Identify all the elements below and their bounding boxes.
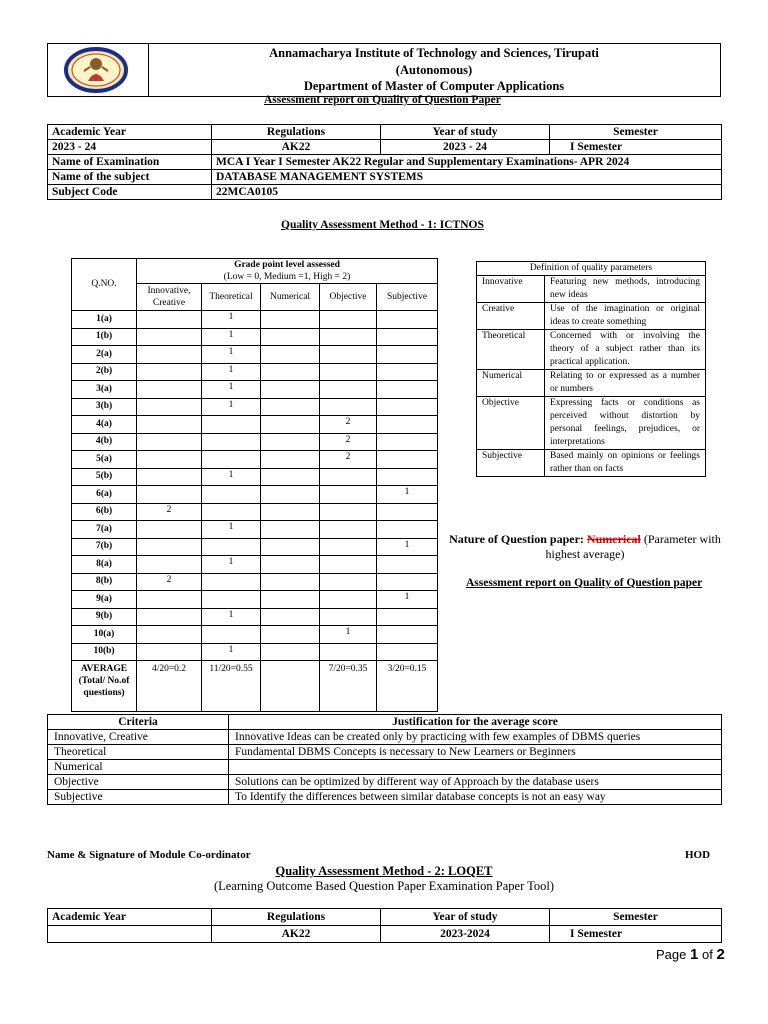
- grade-row: [72, 451, 438, 469]
- grade-cell: 1: [377, 538, 438, 556]
- definition-row: [477, 276, 706, 303]
- grade-cell: 1: [377, 591, 438, 609]
- grade-cell: [261, 643, 320, 661]
- definition-term: Numerical: [477, 370, 545, 397]
- grade-cell: [202, 451, 261, 469]
- grade-cell: [377, 328, 438, 346]
- subject-value: DATABASE MANAGEMENT SYSTEMS: [212, 170, 722, 185]
- grade-qno: 4(b): [72, 433, 137, 451]
- report2-title: Assessment report on Quality of Question paper: [466, 577, 703, 589]
- regulations-value-2: AK22: [212, 926, 381, 943]
- average-theoretical: 11/20=0.55: [202, 661, 261, 712]
- grade-qno: 6(a): [72, 486, 137, 504]
- average-subjective: 3/20=0.15: [377, 661, 438, 712]
- page-number: [656, 946, 725, 963]
- grade-cell: [137, 381, 202, 399]
- grade-cell: [261, 556, 320, 574]
- grade-cell: [137, 398, 202, 416]
- grade-cell: 1: [202, 643, 261, 661]
- grade-row: [72, 591, 438, 609]
- grade-cell: [320, 346, 377, 364]
- criteria-justification: Fundamental DBMS Concepts is necessary to New Learners or Beginners: [229, 745, 722, 760]
- report-title: Assessment report on Quality of Question Paper: [264, 94, 501, 106]
- grade-cell: 2: [320, 433, 377, 451]
- grade-cell: 1: [202, 346, 261, 364]
- grade-qno: 6(b): [72, 503, 137, 521]
- grade-cell: [261, 486, 320, 504]
- grade-cell: [320, 608, 377, 626]
- grade-cell: [320, 591, 377, 609]
- criteria-name: Theoretical: [48, 745, 229, 760]
- grade-cell: [377, 433, 438, 451]
- grade-cell: [320, 573, 377, 591]
- grade-cell: [261, 608, 320, 626]
- grade-row: [72, 433, 438, 451]
- grade-cell: 1: [202, 398, 261, 416]
- definition-term: Innovative: [477, 276, 545, 303]
- grade-cell: [261, 468, 320, 486]
- grade-cell: [320, 521, 377, 539]
- page-total: 2: [716, 946, 725, 963]
- definition-row: [477, 450, 706, 477]
- definition-term: Objective: [477, 397, 545, 450]
- grade-qno: 3(b): [72, 398, 137, 416]
- grade-cell: 1: [202, 521, 261, 539]
- semester-header-2: Semester: [550, 909, 722, 926]
- grade-row: [72, 521, 438, 539]
- grade-cell: [320, 486, 377, 504]
- grade-cell: 1: [202, 328, 261, 346]
- definition-text: Concerned with or involving the theory of a subject rather than its practical application.: [545, 330, 706, 370]
- grade-cell: [137, 626, 202, 644]
- grade-cell: [137, 468, 202, 486]
- info-table-2: [47, 908, 722, 943]
- definition-text: Use of the imagination or original ideas to create something: [545, 303, 706, 330]
- grade-cell: [377, 608, 438, 626]
- grade-qno: 7(b): [72, 538, 137, 556]
- grade-qno: 3(a): [72, 381, 137, 399]
- hod-signature-label: HOD: [685, 849, 711, 861]
- grade-cell: [377, 643, 438, 661]
- grade-cell: 1: [377, 486, 438, 504]
- grade-cell: [261, 328, 320, 346]
- grade-cell: [137, 328, 202, 346]
- grade-row: [72, 556, 438, 574]
- grade-cell: [202, 503, 261, 521]
- definition-row: [477, 303, 706, 330]
- exam-label: Name of Examination: [48, 155, 212, 170]
- criteria-justification: To Identify the differences between similar database concepts is not an easy way: [229, 790, 722, 805]
- criteria-row: [48, 760, 722, 775]
- grade-title: Grade point level assessed: [234, 260, 340, 270]
- nature-label: Nature of Question paper:: [449, 532, 584, 546]
- grade-row: [72, 538, 438, 556]
- col-numerical: Numerical: [261, 284, 320, 311]
- grade-qno: 5(a): [72, 451, 137, 469]
- grade-cell: 1: [202, 311, 261, 329]
- grade-qno: 4(a): [72, 416, 137, 434]
- grade-cell: [261, 398, 320, 416]
- grade-cell: [377, 363, 438, 381]
- grade-table: [71, 258, 438, 712]
- semester-value-2: I Semester: [550, 926, 722, 943]
- semester-header: Semester: [550, 125, 722, 140]
- grade-cell: [137, 643, 202, 661]
- grade-cell: [137, 433, 202, 451]
- grade-row: [72, 328, 438, 346]
- grade-cell: 2: [320, 416, 377, 434]
- criteria-table: [47, 714, 722, 805]
- grade-cell: [137, 521, 202, 539]
- definition-text: Relating to or expressed as a number or numbers: [545, 370, 706, 397]
- grade-cell: [320, 363, 377, 381]
- definition-text: Based mainly on opinions or feelings rather than on facts: [545, 450, 706, 477]
- code-value: 22MCA0105: [212, 185, 722, 200]
- grade-cell: [261, 626, 320, 644]
- criteria-name: Numerical: [48, 760, 229, 775]
- grade-cell: [202, 591, 261, 609]
- grade-row: [72, 573, 438, 591]
- col-innovative-creative: Innovative, Creative: [137, 284, 202, 311]
- academic-year-header-2: Academic Year: [48, 909, 212, 926]
- definition-term: Subjective: [477, 450, 545, 477]
- grade-cell: [137, 346, 202, 364]
- grade-cell: [377, 451, 438, 469]
- year-of-study-header-2: Year of study: [381, 909, 550, 926]
- criteria-row: [48, 775, 722, 790]
- grade-cell: [377, 346, 438, 364]
- grade-cell: [137, 416, 202, 434]
- grade-row: [72, 503, 438, 521]
- criteria-justification: [229, 760, 722, 775]
- grade-cell: [261, 363, 320, 381]
- grade-cell: [320, 503, 377, 521]
- grade-cell: 1: [202, 556, 261, 574]
- average-objective: 7/20=0.35: [320, 661, 377, 712]
- criteria-justification: Solutions can be optimized by different way of Approach by the database users: [229, 775, 722, 790]
- grade-cell: [261, 591, 320, 609]
- grade-cell: [320, 398, 377, 416]
- criteria-name: Subjective: [48, 790, 229, 805]
- grade-cell: [377, 381, 438, 399]
- col-subjective: Subjective: [377, 284, 438, 311]
- info-table: [47, 124, 722, 200]
- grade-qno: 7(a): [72, 521, 137, 539]
- grade-cell: [261, 346, 320, 364]
- grade-qno: 8(a): [72, 556, 137, 574]
- academic-year-value-2: [48, 926, 212, 943]
- grade-qno: 1(b): [72, 328, 137, 346]
- method2-title: Quality Assessment Method - 2: LOQET: [275, 864, 493, 878]
- grade-row: [72, 311, 438, 329]
- definition-term: Creative: [477, 303, 545, 330]
- average-innovative: 4/20=0.2: [137, 661, 202, 712]
- grade-cell: [202, 538, 261, 556]
- grade-row: [72, 643, 438, 661]
- academic-year-value: 2023 - 24: [48, 140, 212, 155]
- criteria-row: [48, 745, 722, 760]
- grade-cell: 1: [202, 363, 261, 381]
- grade-row: [72, 381, 438, 399]
- grade-cell: [377, 311, 438, 329]
- col-theoretical: Theoretical: [202, 284, 261, 311]
- grade-title-cell: [137, 259, 438, 284]
- grade-cell: [137, 608, 202, 626]
- regulations-header: Regulations: [212, 125, 381, 140]
- grade-cell: [320, 468, 377, 486]
- grade-cell: [377, 468, 438, 486]
- grade-cell: [377, 416, 438, 434]
- grade-cell: [137, 451, 202, 469]
- regulations-value: AK22: [212, 140, 381, 155]
- grade-cell: [137, 486, 202, 504]
- year-of-study-header: Year of study: [381, 125, 550, 140]
- grade-cell: [202, 486, 261, 504]
- grade-cell: 2: [137, 573, 202, 591]
- grade-cell: [137, 591, 202, 609]
- grade-cell: [320, 311, 377, 329]
- grade-cell: [137, 538, 202, 556]
- year-of-study-value: 2023 - 24: [381, 140, 550, 155]
- col-objective: Objective: [320, 284, 377, 311]
- grade-row: [72, 626, 438, 644]
- grade-cell: 1: [320, 626, 377, 644]
- criteria-row: [48, 790, 722, 805]
- definition-row: [477, 397, 706, 450]
- year-of-study-value-2: 2023-2024: [381, 926, 550, 943]
- grade-qno: 2(a): [72, 346, 137, 364]
- grade-qno: 8(b): [72, 573, 137, 591]
- grade-cell: [261, 311, 320, 329]
- grade-row: [72, 346, 438, 364]
- definition-text: Featuring new methods, introducing new ideas: [545, 276, 706, 303]
- grade-cell: [320, 643, 377, 661]
- grade-row: [72, 416, 438, 434]
- grade-cell: [320, 381, 377, 399]
- grade-cell: [320, 556, 377, 574]
- grade-cell: [320, 328, 377, 346]
- autonomous-label: (Autonomous): [395, 62, 473, 77]
- grade-cell: [202, 433, 261, 451]
- coordinator-signature-label: Name & Signature of Module Co-ordinator: [47, 849, 251, 861]
- grade-row: [72, 398, 438, 416]
- qno-header: Q.NO.: [72, 259, 137, 311]
- grade-cell: [377, 521, 438, 539]
- grade-qno: 9(b): [72, 608, 137, 626]
- regulations-header-2: Regulations: [212, 909, 381, 926]
- definition-row: [477, 330, 706, 370]
- average-numerical: [261, 661, 320, 712]
- exam-value: MCA I Year I Semester AK22 Regular and Supplementary Examinations- APR 2024: [212, 155, 722, 170]
- grade-qno: 10(b): [72, 643, 137, 661]
- grade-row: [72, 486, 438, 504]
- page-current: 1: [690, 946, 699, 963]
- grade-cell: [377, 503, 438, 521]
- grade-cell: [202, 573, 261, 591]
- grade-qno: 1(a): [72, 311, 137, 329]
- institute-name: Annamacharya Institute of Technology and Sciences, Tirupati: [269, 46, 599, 60]
- code-label: Subject Code: [48, 185, 212, 200]
- grade-cell: 2: [320, 451, 377, 469]
- grade-cell: [261, 381, 320, 399]
- page-of: of: [701, 947, 713, 962]
- grade-cell: [202, 416, 261, 434]
- criteria-row: [48, 730, 722, 745]
- grade-qno: 9(a): [72, 591, 137, 609]
- logo-cell: [48, 44, 149, 96]
- grade-qno: 5(b): [72, 468, 137, 486]
- criteria-name: Objective: [48, 775, 229, 790]
- criteria-name: Innovative, Creative: [48, 730, 229, 745]
- grade-cell: [377, 556, 438, 574]
- definitions-title: Definition of quality parameters: [477, 262, 706, 276]
- justification-header: Justification for the average score: [229, 715, 722, 730]
- grade-cell: 2: [137, 503, 202, 521]
- grade-cell: [137, 311, 202, 329]
- grade-qno: 2(b): [72, 363, 137, 381]
- grade-cell: [261, 573, 320, 591]
- grade-cell: [261, 451, 320, 469]
- grade-cell: [377, 398, 438, 416]
- grade-cell: 1: [202, 381, 261, 399]
- academic-year-header: Academic Year: [48, 125, 212, 140]
- grade-cell: [377, 573, 438, 591]
- nature-value: Numerical: [586, 532, 641, 546]
- criteria-header: Criteria: [48, 715, 229, 730]
- grade-cell: [261, 433, 320, 451]
- grade-cell: [202, 626, 261, 644]
- grade-cell: [261, 503, 320, 521]
- grade-qno: 10(a): [72, 626, 137, 644]
- header-box: [47, 43, 721, 97]
- definition-term: Theoretical: [477, 330, 545, 370]
- grade-cell: [261, 538, 320, 556]
- grade-row: [72, 608, 438, 626]
- semester-value: I Semester: [550, 140, 722, 155]
- page-label: Page: [656, 947, 687, 962]
- nature-note: (Parameter with highest average): [545, 532, 721, 561]
- grade-cell: [137, 363, 202, 381]
- grade-subtitle: (Low = 0, Medium =1, High = 2): [223, 272, 351, 282]
- grade-cell: 1: [202, 608, 261, 626]
- definition-text: Expressing facts or conditions as perceived without distortion by personal feelings, prejudices, or interpretations: [545, 397, 706, 450]
- subject-label: Name of the subject: [48, 170, 212, 185]
- grade-cell: [261, 521, 320, 539]
- grade-row: [72, 468, 438, 486]
- grade-cell: [137, 556, 202, 574]
- institute-logo-icon: [60, 47, 132, 93]
- criteria-justification: Innovative Ideas can be created only by practicing with few examples of DBMS queries: [229, 730, 722, 745]
- grade-cell: [377, 626, 438, 644]
- average-label: AVERAGE (Total/ No.of questions): [72, 661, 137, 712]
- department-name: Department of Master of Computer Applications: [303, 79, 565, 93]
- method2-subtitle: (Learning Outcome Based Question Paper Examination Paper Tool): [213, 879, 555, 893]
- grade-cell: [261, 416, 320, 434]
- nature-block: [448, 532, 722, 562]
- definitions-table: [476, 261, 706, 477]
- grade-row: [72, 363, 438, 381]
- grade-cell: 1: [202, 468, 261, 486]
- definition-row: [477, 370, 706, 397]
- grade-cell: [320, 538, 377, 556]
- method1-title: Quality Assessment Method - 1: ICTNOS: [281, 219, 484, 231]
